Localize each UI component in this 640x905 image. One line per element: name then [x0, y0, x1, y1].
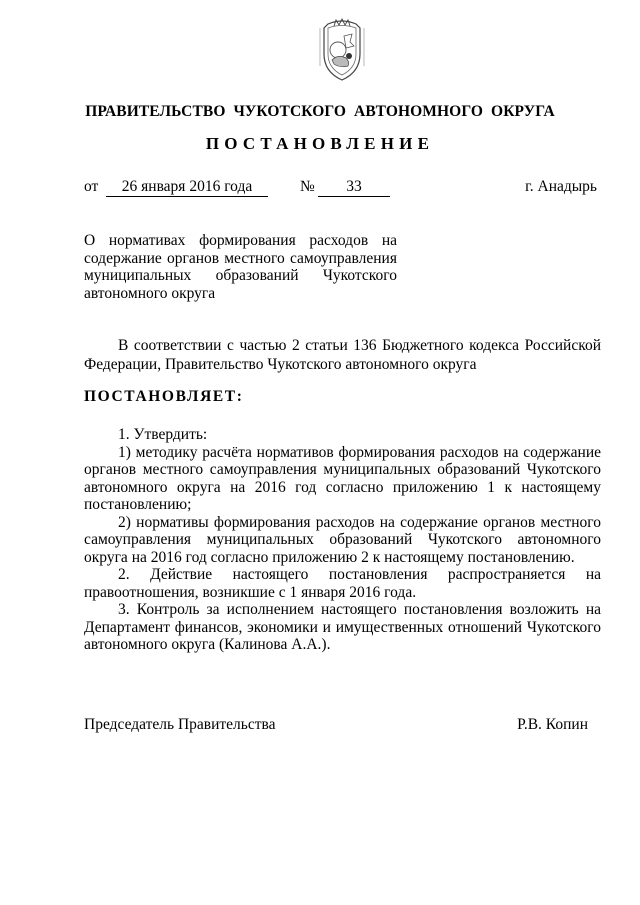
- decree-body: [84, 426, 601, 654]
- decrees-heading: ПОСТАНОВЛЯЕТ:: [84, 388, 244, 405]
- chukotka-coat-of-arms-icon: [308, 14, 376, 86]
- city-label: г. Анадырь: [525, 178, 597, 195]
- document-subject: [84, 232, 397, 302]
- number-sign-label: №: [300, 178, 315, 195]
- document-type-title: ПОСТАНОВЛЕНИЕ: [205, 134, 435, 153]
- body-paragraph: 2. Действие настоящего постановления распространяется на правоотношения, возникшие с 1 января 2016 года.: [84, 566, 601, 601]
- government-title: ПРАВИТЕЛЬСТВО ЧУКОТСКОГО АВТОНОМНОГО ОКРУГА: [85, 103, 555, 120]
- preamble-paragraph: В соответствии с частью 2 статьи 136 Бюджетного кодекса Российской Федерации, Правительство Чукотского автономного округа: [84, 337, 601, 373]
- body-paragraph: 2) нормативы формирования расходов на содержание органов местного самоуправления муниципальных образований Чукотского автономного округа на 2016 год согласно приложению 2 к настоящему постановлению.: [84, 513, 601, 566]
- signatory-name: Р.В. Копин: [517, 716, 588, 733]
- document-date: 26 января 2016 года: [106, 178, 268, 197]
- body-paragraph: 1. Утвердить:: [118, 426, 208, 443]
- subject-line: О нормативах формирования расходов на: [84, 232, 397, 249]
- signatory-position: Председатель Правительства: [84, 716, 276, 733]
- subject-line: содержание органов местного самоуправления: [84, 249, 397, 267]
- body-paragraph: 1) методику расчёта нормативов формирования расходов на содержание органов местного самоуправления муниципальных образований Чукотского автономного округа на 2016 год согласно приложению 1 к настоящему постановлению;: [84, 443, 601, 513]
- document-number: 33: [318, 178, 390, 197]
- body-paragraph: 3. Контроль за исполнением настоящего постановления возложить на Департамент финансов, экономики и имущественных отношений Чукотского автономного округа (Калинова А.А.).: [84, 601, 601, 653]
- subject-line: муниципальных образований Чукотского: [84, 267, 397, 284]
- date-prefix-label: от: [84, 178, 99, 195]
- subject-line: автономного округа: [84, 284, 216, 302]
